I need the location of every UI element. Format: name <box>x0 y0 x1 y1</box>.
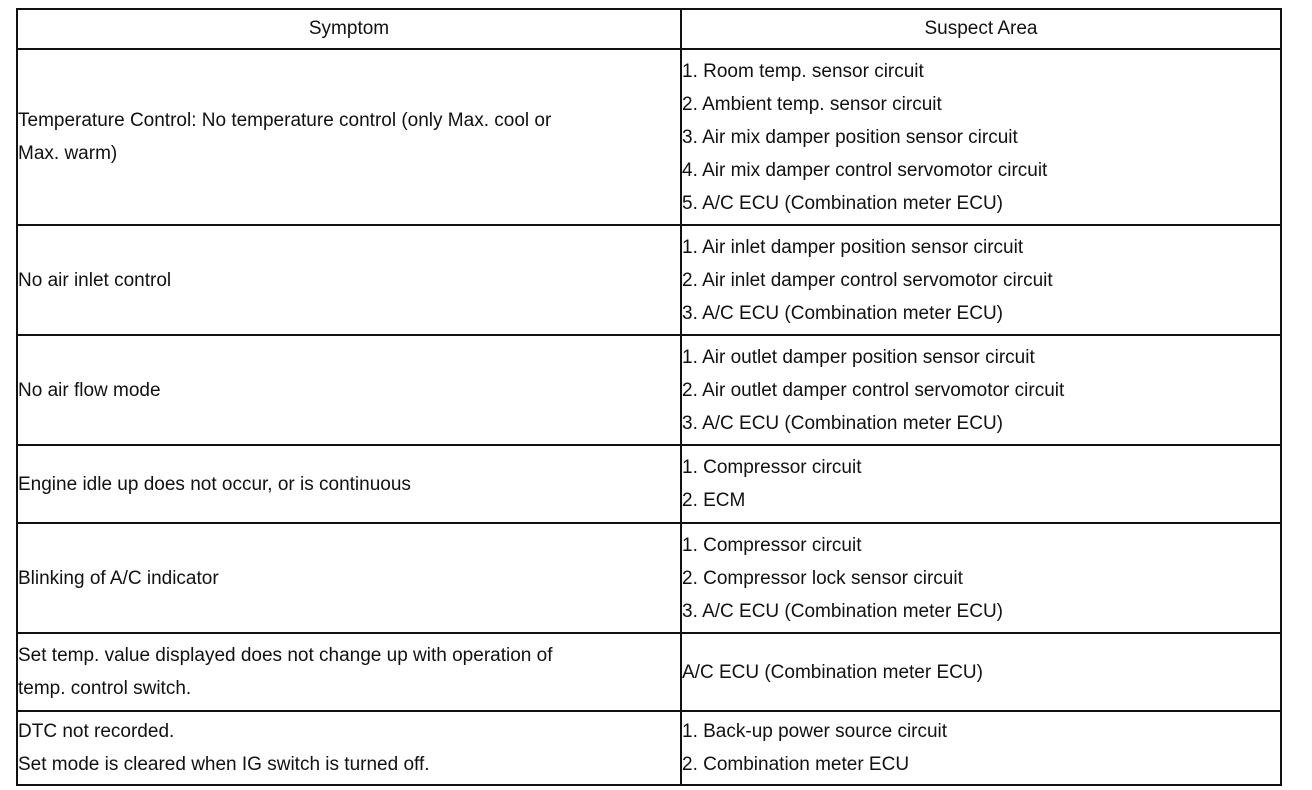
table-row <box>17 49 1281 225</box>
symptom-cell <box>17 633 681 711</box>
suspect-area-cell <box>681 523 1281 633</box>
symptom-cell <box>17 49 681 225</box>
symptom-text: No air flow mode <box>18 379 161 401</box>
suspect-area-item: 2. Compressor lock sensor circuit <box>682 567 963 589</box>
table-row <box>17 335 1281 445</box>
suspect-area-item: 2. Air outlet damper control servomotor circuit <box>682 379 1065 401</box>
suspect-area-list <box>682 231 1280 330</box>
suspect-area-item: 5. A/C ECU (Combination meter ECU) <box>682 192 1003 214</box>
symptom-column-header: Symptom <box>17 9 681 49</box>
suspect-area-list <box>682 529 1280 628</box>
suspect-area-cell <box>681 445 1281 523</box>
symptom-cell <box>17 335 681 445</box>
suspect-area-item: A/C ECU (Combination meter ECU) <box>682 661 983 683</box>
suspect-area-cell <box>681 711 1281 785</box>
suspect-area-item: 1. Compressor circuit <box>682 457 862 478</box>
suspect-area-cell <box>681 335 1281 445</box>
symptom-text: No air inlet control <box>18 269 172 291</box>
suspect-area-item: 2. Combination meter ECU <box>682 754 910 775</box>
suspect-area-cell <box>681 225 1281 335</box>
symptom-text: Set mode is cleared when IG switch is turned off. <box>18 754 430 775</box>
suspect-area-list <box>682 55 1280 220</box>
suspect-area-item: 2. ECM <box>682 490 746 511</box>
table-row <box>17 445 1281 523</box>
suspect-area-item: 1. Air inlet damper position sensor circuit <box>682 236 1024 258</box>
table-row <box>17 225 1281 335</box>
suspect-area-item: 3. A/C ECU (Combination meter ECU) <box>682 302 1003 324</box>
troubleshooting-table-container <box>16 8 1280 786</box>
symptom-text: temp. control switch. <box>18 678 192 699</box>
suspect-area-item: 2. Air inlet damper control servomotor circuit <box>682 269 1053 291</box>
suspect-area-cell <box>681 49 1281 225</box>
problem-symptoms-table <box>16 8 1282 786</box>
table-row <box>17 523 1281 633</box>
symptom-cell <box>17 711 681 785</box>
suspect-area-cell <box>681 633 1281 711</box>
symptom-text: DTC not recorded. <box>18 721 175 742</box>
suspect-area-list <box>682 715 1280 781</box>
suspect-area-item: 3. A/C ECU (Combination meter ECU) <box>682 412 1003 434</box>
suspect-area-item: 1. Air outlet damper position sensor circuit <box>682 346 1035 368</box>
suspect-area-item: 3. Air mix damper position sensor circuit <box>682 126 1018 148</box>
suspect-area-item: 1. Room temp. sensor circuit <box>682 60 924 82</box>
symptom-text: Blinking of A/C indicator <box>18 567 219 589</box>
suspect-area-list <box>682 451 1280 517</box>
suspect-area-item: 4. Air mix damper control servomotor circuit <box>682 159 1048 181</box>
symptom-text: Max. warm) <box>18 143 118 164</box>
symptom-text: Temperature Control: No temperature control (only Max. cool or <box>18 110 552 131</box>
suspect-area-item: 1. Compressor circuit <box>682 534 862 556</box>
table-header-row <box>17 9 1281 49</box>
suspect-area-item: 2. Ambient temp. sensor circuit <box>682 93 942 115</box>
symptom-cell <box>17 225 681 335</box>
suspect-area-column-header: Suspect Area <box>681 9 1281 49</box>
symptom-text: Set temp. value displayed does not change up with operation of <box>18 645 553 666</box>
suspect-area-item: 1. Back-up power source circuit <box>682 721 948 742</box>
symptom-cell <box>17 445 681 523</box>
table-row <box>17 711 1281 785</box>
suspect-area-list <box>682 341 1280 440</box>
suspect-area-item: 3. A/C ECU (Combination meter ECU) <box>682 600 1003 622</box>
symptom-cell <box>17 523 681 633</box>
symptom-text: Engine idle up does not occur, or is continuous <box>18 473 411 495</box>
table-row <box>17 633 1281 711</box>
